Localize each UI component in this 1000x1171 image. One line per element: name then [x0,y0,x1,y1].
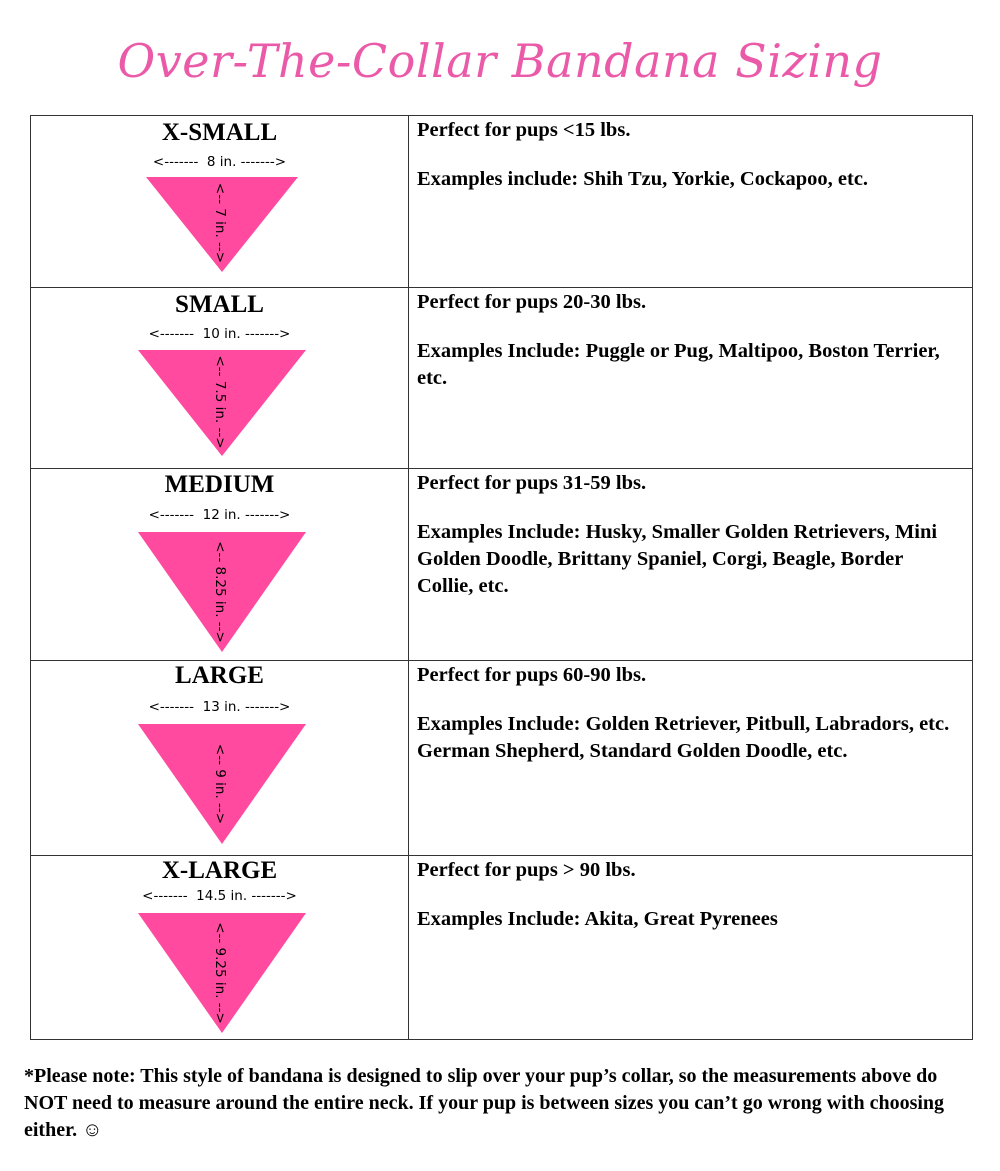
size-diagram-cell [31,856,409,1039]
size-diagram-cell [31,469,409,660]
size-description-cell [409,469,972,660]
bandana-medium [138,532,306,654]
length-measurement: <-- 8.25 in. --> [212,541,228,643]
size-description-cell [409,288,972,468]
weight-range: Perfect for pups 20-30 lbs. [417,291,647,313]
size-name: LARGE [175,662,264,689]
width-measurement: <------- 13 in. -------> [148,699,291,715]
bandana-x-small [146,177,298,274]
size-diagram-cell [31,661,409,855]
length-measurement: <-- 9.25 in. --> [212,922,228,1024]
size-name: X-LARGE [161,857,278,884]
width-measurement: <------- 12 in. -------> [148,507,291,523]
length-measurement: <-- 7.5 in. --> [212,355,228,449]
weight-range: Perfect for pups > 90 lbs. [417,859,636,881]
length-measurement: <-- 9 in. --> [212,743,228,825]
size-description-cell [409,116,972,287]
bandana-large [138,724,306,846]
page-title: Over-The-Collar Bandana Sizing [117,34,883,88]
sizing-note: *Please note: This style of bandana is designed to slip over your pup’s collar, so the measurements above do NOT need to measure around the entire neck. If your pup is between sizes you can’t go wrong with choosing either. ☺ [24,1065,945,1141]
size-diagram-cell [31,288,409,468]
weight-range: Perfect for pups <15 lbs. [417,119,631,141]
breed-examples: Examples Include: Akita, Great Pyrenees [417,908,778,930]
size-name: SMALL [175,291,264,318]
size-description-cell [409,856,972,1039]
breed-examples: Examples include: Shih Tzu, Yorkie, Cockapoo, etc. [417,168,869,190]
size-row-large [31,661,972,856]
weight-range: Perfect for pups 31-59 lbs. [417,472,647,494]
size-chart-table [30,115,973,1040]
size-description-cell [409,661,972,855]
weight-range: Perfect for pups 60-90 lbs. [417,664,647,686]
size-diagram-cell [31,116,409,287]
size-row-small [31,288,972,469]
size-name: MEDIUM [164,471,275,498]
breed-examples: Examples Include: Golden Retriever, Pitbull, Labradors, etc. German Shepherd, Standard Golden Doodle, etc. [417,713,950,762]
breed-examples: Examples Include: Puggle or Pug, Maltipoo, Boston Terrier, etc. [417,340,940,389]
bandana-small [138,350,306,458]
size-row-x-small [31,116,972,288]
size-row-medium [31,469,972,661]
size-row-x-large [31,856,972,1039]
breed-examples: Examples Include: Husky, Smaller Golden Retrievers, Mini Golden Doodle, Brittany Spaniel, Corgi, Beagle, Border Collie, etc. [417,521,938,597]
width-measurement: <------- 14.5 in. -------> [142,888,297,904]
width-measurement: <------- 8 in. -------> [152,154,287,170]
size-name: X-SMALL [161,119,278,146]
bandana-x-large [138,913,306,1035]
length-measurement: <-- 7 in. --> [212,182,228,264]
width-measurement: <------- 10 in. -------> [148,326,291,342]
